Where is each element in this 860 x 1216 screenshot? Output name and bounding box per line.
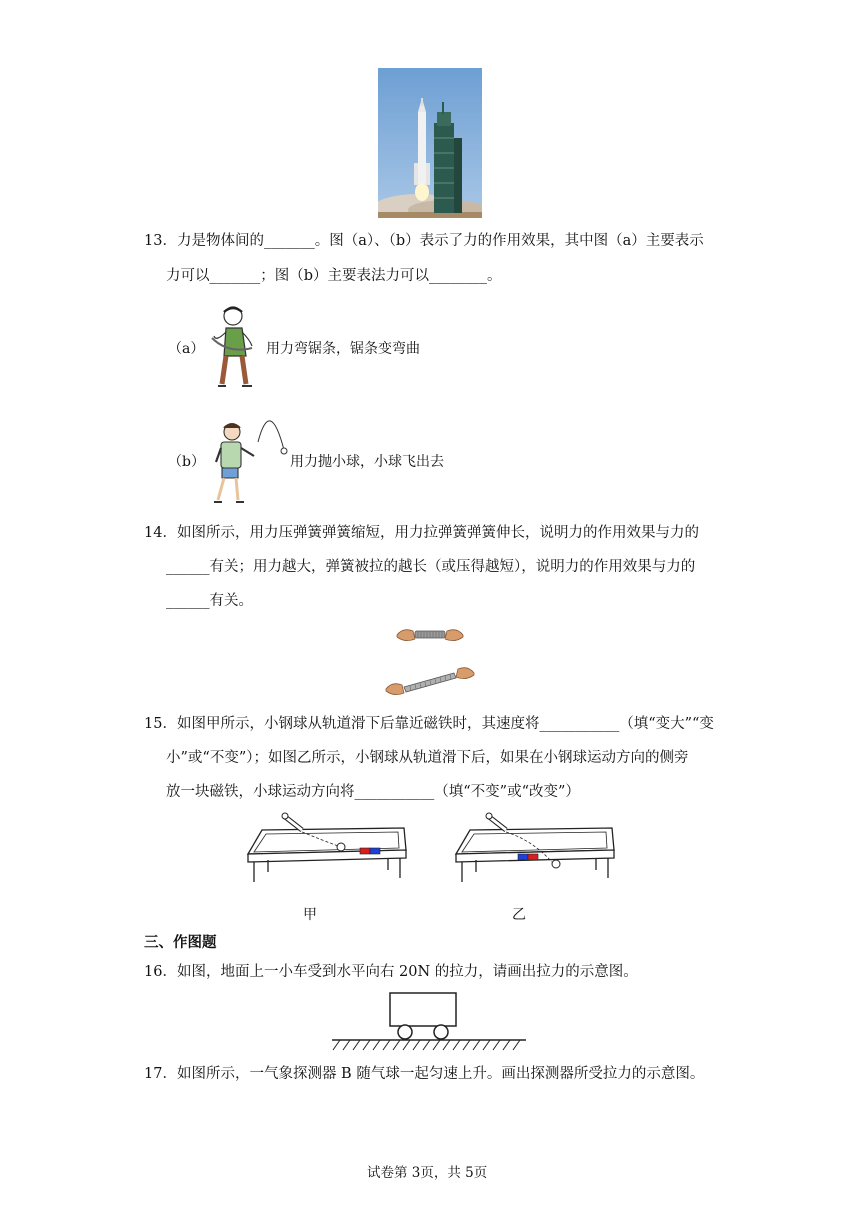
q14-line-3: ______有关。 (166, 593, 253, 609)
spring-compressed-illustration (395, 623, 465, 645)
page-footer: 试卷第 3页，共 5页 (367, 1165, 488, 1181)
fig-a-caption: 用力弯锯条，锯条变弯曲 (266, 341, 420, 357)
q14-line-1: 14．如图所示，用力压弹簧弹簧缩短，用力拉弹簧弹簧伸长，说明力的作用效果与力的 (144, 525, 699, 541)
q16-line-1: 16．如图，地面上一小车受到水平向右 20N 的拉力，请画出拉力的示意图。 (144, 964, 638, 980)
cart-on-ground-figure (332, 990, 528, 1054)
q15-line-2: 小”或“不变”）；如图乙所示，小钢球从轨道滑下后，如果在小钢球运动方向的侧旁 (166, 750, 689, 766)
rocket-launch-photo (378, 68, 482, 218)
track-table-figure-jia (244, 810, 410, 900)
boy-throwing-ball-illustration (208, 404, 290, 512)
q13-line-1: 13．力是物体间的_______。图（a）、（b）表示了力的作用效果，其中图（a）主要表示 (144, 233, 704, 249)
fig-yi-label: 乙 (512, 907, 526, 923)
q15-line-3: 放一块磁铁，小球运动方向将___________（填“不变”或“改变”） (166, 784, 580, 800)
boy-bending-saw-illustration (208, 302, 264, 390)
q17-line-1: 17．如图所示，一气象探测器 B 随气球一起匀速上升。画出探测器所受拉力的示意图。 (144, 1066, 705, 1082)
fig-b-caption: 用力抛小球，小球飞出去 (290, 454, 444, 470)
q15-line-1: 15．如图甲所示，小钢球从轨道滑下后靠近磁铁时，其速度将___________（填“变大”“变 (144, 716, 714, 732)
section-title-drawing: 三、作图题 (144, 934, 217, 951)
q14-line-2: ______有关；用力越大，弹簧被拉的越长（或压得越短），说明力的作用效果与力的 (166, 559, 696, 575)
spring-stretched-illustration (384, 663, 476, 697)
track-table-figure-yi (452, 810, 618, 900)
fig-b-label: （b） (168, 454, 205, 470)
fig-jia-label: 甲 (303, 907, 317, 923)
fig-a-label: （a） (168, 341, 205, 357)
q13-line-2: 力可以_______；图（b）主要表法力可以________。 (166, 268, 502, 284)
